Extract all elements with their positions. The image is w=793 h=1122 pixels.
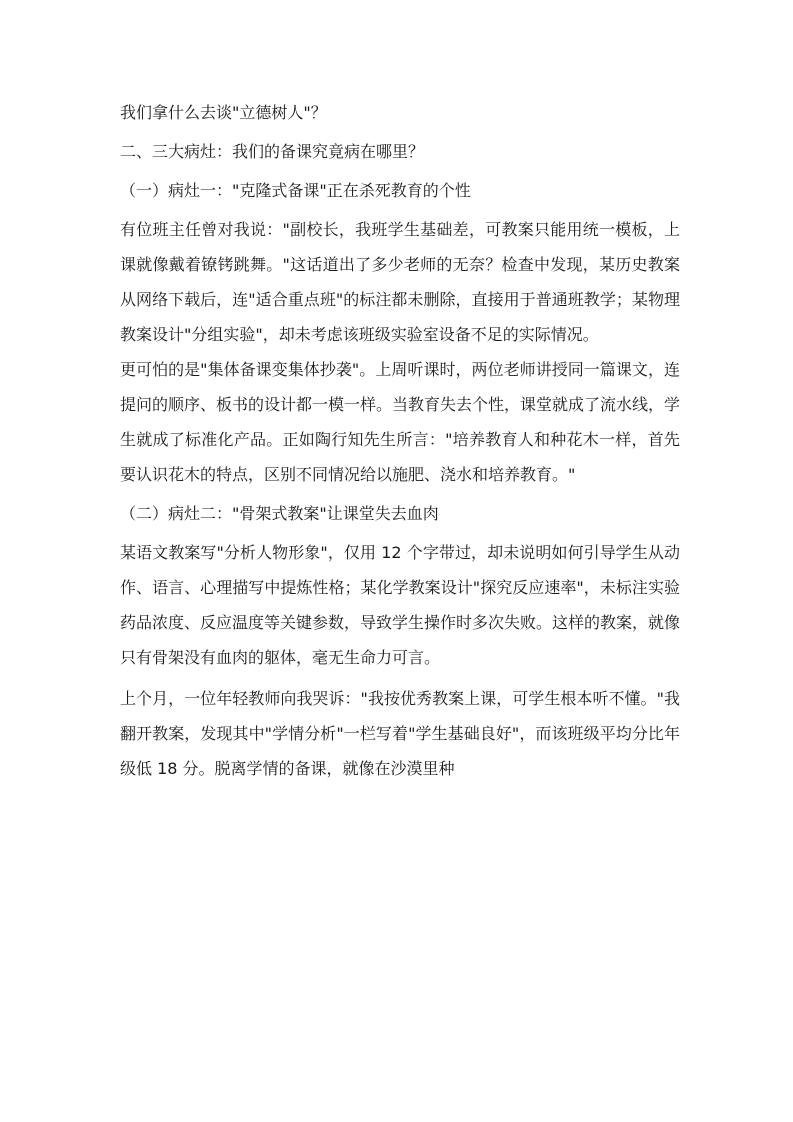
document-body — [120, 95, 680, 786]
paragraph-body-3: 某语文教案写"分析人物形象"，仅用 12 个字带过，却未说明如何引导学生从动作、语言、心理描写中提炼性格；某化学教案设计"探究反应速率"，未标注实验药品浓度、反应温度等关键参数，导致学生操作时多次失败。这样的教案，就像只有骨架没有血肉的躯体，毫无生命力可言。 — [120, 543, 681, 667]
subsection-heading-1: （一）病灶一："克隆式备课"正在杀死教育的个性 — [120, 181, 471, 200]
paragraph-body-2: 更可怕的是"集体备课变集体抄袭"。上周听课时，两位老师讲授同一篇课文，连提问的顺序、板书的设计都一模一样。当教育失去个性，课堂就成了流水线，学生就成了标准化产品。正如陶行知先生所言："培养教育人和种花木一样，首先要认识花木的特点，区别不同情况给以施肥、浇水和培养教育。" — [120, 360, 681, 484]
paragraph-body-4: 上个月，一位年轻教师向我哭诉："我按优秀教案上课，可学生根本听不懂。"我翻开教案，发现其中"学情分析"一栏写着"学生基础良好"，而该班级平均分比年级低 18 分。脱离学情的备课，就像在沙漠里种 — [120, 689, 680, 778]
section-heading: 二、三大病灶：我们的备课究竟病在哪里？ — [120, 142, 425, 161]
paragraph-question: 我们拿什么去谈"立德树人"？ — [120, 103, 327, 122]
paragraph-body-1: 有位班主任曾对我说："副校长，我班学生基础差，可教案只能用统一模板，上课就像戴着镣铐跳舞。"这话道出了多少老师的无奈？检查中发现，某历史教案从网络下载后，连"适合重点班"的标注都未删除，直接用于普通班教学；某物理教案设计"分组实验"，却未考虑该班级实验室设备不足的实际情况。 — [120, 220, 680, 344]
subsection-heading-2: （二）病灶二："骨架式教案"让课堂失去血肉 — [120, 504, 439, 523]
